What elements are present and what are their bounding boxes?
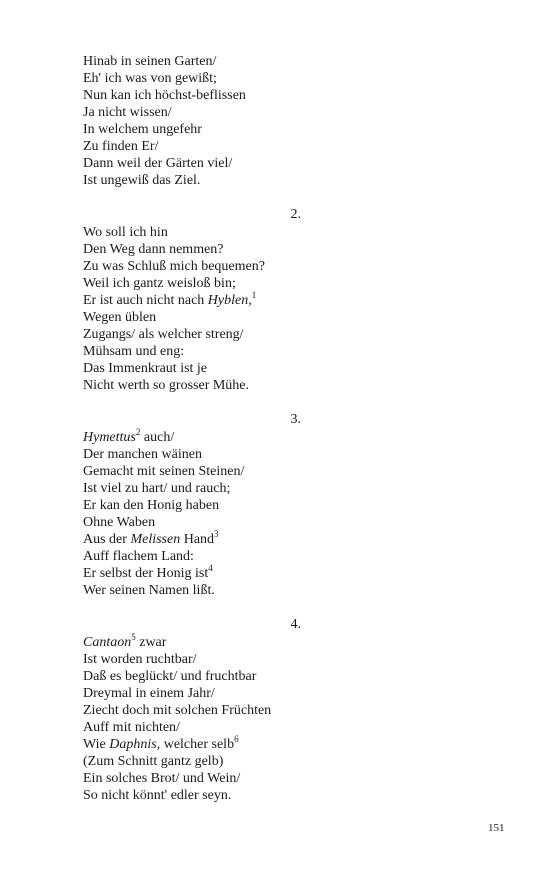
- verse-line: [83, 548, 413, 565]
- verse-text: Daß es beglückt/ und fruchtbar: [83, 669, 257, 684]
- verse-text: Wie: [83, 737, 110, 752]
- verse-line: [83, 292, 413, 309]
- verse-text: Er selbst der Honig ist: [83, 566, 209, 581]
- verse-text: Wegen üblen: [83, 310, 157, 325]
- verse-line: [83, 429, 413, 446]
- verse-text: Ist ungewiß das Ziel.: [83, 173, 201, 188]
- verse-text: Das Immenkraut ist je: [83, 361, 208, 376]
- verse-line: [83, 582, 413, 599]
- poem-body: [83, 53, 413, 821]
- verse-line: [83, 702, 413, 719]
- verse-text: Hinab in seinen Garten/: [83, 54, 217, 69]
- verse-line: [83, 753, 413, 770]
- verse-line: [83, 343, 413, 360]
- verse-text: auch/: [140, 430, 175, 445]
- verse-line: [83, 326, 413, 343]
- footnote-marker: 4: [208, 563, 213, 573]
- italic-name: Hyblen,: [207, 293, 252, 308]
- verse-line: [83, 172, 413, 189]
- stanza: [83, 206, 413, 394]
- stanza-number: 4.: [290, 617, 301, 632]
- verse-line: [83, 514, 413, 531]
- verse-line: [83, 258, 413, 275]
- verse-line: [83, 70, 413, 87]
- verse-text: Ja nicht wissen/: [83, 105, 172, 120]
- verse-text: Wo soll ich hin: [83, 225, 168, 240]
- verse-text: Ist viel zu hart/ und rauch;: [83, 481, 231, 496]
- verse-text: Dann weil der Gärten viel/: [83, 156, 233, 171]
- italic-name: Melissen: [130, 532, 181, 547]
- verse-line: [83, 565, 413, 582]
- verse-line: [83, 138, 413, 155]
- verse-text: Er ist auch nicht nach: [83, 293, 208, 308]
- verse-text: Ist worden ruchtbar/: [83, 652, 197, 667]
- verse-text: So nicht könnt' edler seyn.: [83, 788, 232, 803]
- verse-line: [83, 275, 413, 292]
- verse-line: [83, 463, 413, 480]
- verse-text: In welchem ungefehr: [83, 122, 202, 137]
- verse-line: [83, 685, 413, 702]
- verse-line: [83, 53, 413, 70]
- verse-line: [83, 121, 413, 138]
- verse-line: [83, 104, 413, 121]
- verse-text: Eh' ich was von gewißt;: [83, 71, 217, 86]
- verse-text: zwar: [135, 635, 167, 650]
- stanza-number: 3.: [290, 412, 301, 427]
- verse-line: [83, 446, 413, 463]
- verse-text: Gemacht mit seinen Steinen/: [83, 464, 245, 479]
- italic-name: Hymettus: [83, 430, 136, 445]
- footnote-marker: 2: [135, 427, 141, 437]
- verse-text: Aus der: [83, 532, 131, 547]
- verse-text: Dreymal in einem Jahr/: [83, 686, 215, 701]
- verse-line: [83, 531, 413, 548]
- stanza: [83, 53, 413, 189]
- verse-text: Mühsam und eng:: [83, 344, 185, 359]
- stanza-number: 2.: [290, 207, 301, 222]
- verse-text: Weil ich gantz weisloß bin;: [83, 276, 236, 291]
- verse-text: Der manchen wäinen: [83, 447, 202, 462]
- stanza: [83, 616, 413, 804]
- verse-text: Zugangs/ als welcher streng/: [83, 327, 244, 342]
- verse-line: [83, 497, 413, 514]
- verse-line: [83, 787, 413, 804]
- verse-text: Nicht werth so grosser Mühe.: [83, 378, 250, 393]
- verse-line: [83, 87, 413, 104]
- verse-text: welcher selb: [160, 737, 235, 752]
- verse-line: [83, 651, 413, 668]
- verse-text: Zu was Schluß mich bequemen?: [83, 259, 265, 274]
- verse-text: Ziecht doch mit solchen Früchten: [83, 703, 272, 718]
- verse-text: Nun kan ich höchst-beflissen: [83, 88, 246, 103]
- footnote-marker: 1: [251, 290, 257, 300]
- verse-text: Wer seinen Namen lißt.: [83, 583, 215, 598]
- verse-line: [83, 241, 413, 258]
- verse-line: [83, 668, 413, 685]
- verse-text: Zu finden Er/: [83, 139, 159, 154]
- verse-text: Er kan den Honig haben: [83, 498, 220, 513]
- italic-name: Daphnis,: [109, 737, 161, 752]
- verse-line: [83, 155, 413, 172]
- verse-text: Ein solches Brot/ und Wein/: [83, 771, 241, 786]
- verse-line: [83, 736, 413, 753]
- verse-text: Hand: [180, 532, 215, 547]
- footnote-marker: 6: [234, 734, 239, 744]
- verse-line: [83, 360, 413, 377]
- verse-text: Den Weg dann nemmen?: [83, 242, 224, 257]
- verse-line: [83, 309, 413, 326]
- verse-line: [83, 719, 413, 736]
- verse-text: Auff flachem Land:: [83, 549, 194, 564]
- verse-line: [83, 480, 413, 497]
- verse-text: (Zum Schnitt gantz gelb): [83, 754, 224, 769]
- verse-line: [83, 377, 413, 394]
- page-number: 151: [488, 822, 505, 834]
- verse-line: [83, 770, 413, 787]
- verse-line: [83, 224, 413, 241]
- verse-text: Ohne Waben: [83, 515, 156, 530]
- italic-name: Cantaon: [83, 635, 132, 650]
- verse-line: [83, 634, 413, 651]
- footnote-marker: 3: [214, 529, 219, 539]
- verse-text: Auff mit nichten/: [83, 720, 180, 735]
- stanza: [83, 411, 413, 599]
- footnote-marker: 5: [131, 632, 136, 642]
